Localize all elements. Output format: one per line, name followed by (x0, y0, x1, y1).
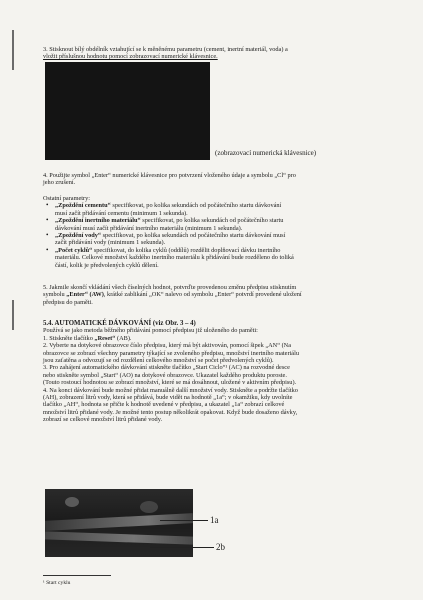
reset-button-ref: „Reset“ (94, 334, 116, 342)
step-4-line: 4. Použijte symbol „Enter“ numerické klávesnice pro potvrzení vloženého údaje a symbolu „Cl“ pro (43, 172, 296, 179)
step-3 (43, 46, 388, 61)
photo-band (45, 513, 193, 531)
other-parameters-label: Ostatní parametry: (43, 195, 91, 202)
bullet-text: specifikovat, po kolika sekundách od počátečního startu (140, 217, 284, 225)
step-text: 1. Stiskněte tlačítko (43, 334, 95, 342)
step-4 (43, 172, 388, 187)
section-step-1 (43, 335, 388, 342)
keypad-caption: (zobrazovací numerická klávesnice) (215, 149, 317, 157)
section-intro: Používá se jako metoda běžného přidávání pomocí předpisu již uloženého do paměti: (43, 327, 258, 335)
step-5 (43, 284, 388, 306)
bullet-text: specifikovat, do kolika cyklů (oddílů) rozdělit doplňovací dávku inertního (92, 246, 281, 254)
step-4-line: jeho zrušení. (43, 179, 76, 187)
step-text: (AB). (115, 334, 132, 342)
bullet-term: „Zpoždění cementu“ (55, 202, 111, 210)
bullet-text: specifikovat, po kolika sekundách od počátečního startu dávkování (110, 202, 282, 210)
bullet-continuation: musí začít přidávání cementu (minimum 1 sekunda). (55, 209, 188, 217)
scan-edge-mark (12, 30, 14, 70)
footnote-rule (43, 575, 111, 576)
bullet-item (43, 202, 388, 209)
callout-line-2b (150, 547, 214, 548)
bullet-continuation: dávkování musí začít přidávání inertního materiálu (minimum 1 sekunda). (55, 224, 243, 232)
step-5-text: symbolu (43, 291, 67, 299)
step-5-line: 5. Jakmile skončí vkládání všech číselných hodnot, potvrďte provedenou změnu předpisu stisknutím (43, 284, 297, 291)
section-line: tlačítko „AH“, hodnota se přičte k hodnotě uvedené v předpisu, a ukazatel „1a“ zobrazí celkové (43, 401, 285, 409)
bullet-term: „Zpoždění inertního materiálu“ (55, 217, 141, 225)
photo-spot (65, 497, 79, 507)
section-line: 2. Vyberte na dotykové obrazovce číslo předpisu, který má být aktivován, pomocí šipek „AN“ (Na (43, 342, 292, 350)
numeric-keypad-image (45, 62, 210, 160)
callout-line-1a (160, 520, 208, 521)
callout-label-2b: 2b (216, 542, 225, 552)
callout-label-1a: 1a (210, 515, 219, 525)
section-line: obrazovce se zobrazí všechny parametry týkající se zvoleného předpisu, množství inertního materiálu (43, 349, 299, 357)
step-5-line: předpisu do paměti. (43, 298, 93, 306)
bullet-continuation: materiálu. Celkové množství každého inertního materiálu k přidávání bude rozděleno do toliká (55, 254, 294, 262)
other-parameters (43, 195, 388, 269)
section-line: (AH), zobrazení litrů vody, která se přidává, bude vidět na hodnotě „1a“; v okamžiku, kdy uvolníte (43, 394, 293, 402)
bullet-text: specifikovat, po kolika sekundách od počátečního startu dávkování musí (101, 232, 286, 240)
section-heading: 5.4. AUTOMATICKÉ DÁVKOVÁNÍ (viz Obr. 3 – 4) (43, 320, 196, 327)
section-line: 3. Pro zahájení automatického dávkování stiskněte tlačítko „Start Ciclo“¹ (AC) na rozvodné desce (43, 364, 290, 372)
bullet-continuation: částí, kolik je předvolených cyklů dělení. (55, 261, 159, 269)
photo-band (45, 531, 193, 544)
section-line: nebo stiskněte symbol „Start“ (AO) na dotykové obrazovce. Ukazatel každého produktu poroste. (43, 371, 287, 379)
bullet-item (43, 247, 388, 254)
step-5-text: , krátké zablikání „OK“ nalevo od symbolu „Enter“ potvrdí provedené uložení (103, 291, 302, 299)
scan-edge-mark (12, 300, 14, 330)
enter-symbol-ref: „Enter“ (AW) (66, 291, 104, 299)
step-3-line: vložit příslušnou hodnotu pomocí zobrazovací numerické klávesnice. (43, 53, 218, 61)
bullet-item (43, 232, 388, 239)
bullet-term: „Zpoždění vody“ (55, 232, 102, 240)
section-line: (Touto rostoucí hodnotou se zobrazí množství, které se má dosáhnout, uložené v aktivním předpisu). (43, 379, 297, 387)
footnote: ¹ Start cyklu (43, 580, 71, 586)
photo-spot (140, 501, 158, 513)
section-line: jsou zaťatěna a odvozují se od rozdělení celkového množství se počet předvolených cyklů). (43, 357, 274, 365)
section-5-4 (43, 320, 388, 424)
step-5-line (43, 291, 388, 298)
section-line: množství litrů přidané vody. Je možné tento postup několikrát opakovat. Když bude dosaženo dávky, (43, 408, 298, 416)
section-line: zobrazí se celkové množství litrů přidané vody. (43, 416, 163, 424)
bullet-term: „Počet cyklů“ (55, 246, 93, 254)
section-line: 4. Na konci dávkování bude možné přidat manuálně další množství vody. Stiskněte a podržte tlačítko (43, 386, 298, 394)
bullet-item (43, 217, 388, 224)
step-3-line: 3. Stisknout bílý obdélník vztahující se k měněnému parametru (cement, inertní materiál, voda) a (43, 46, 288, 53)
bullet-continuation: začít přidávání vody (minimum 1 sekunda). (55, 239, 166, 247)
